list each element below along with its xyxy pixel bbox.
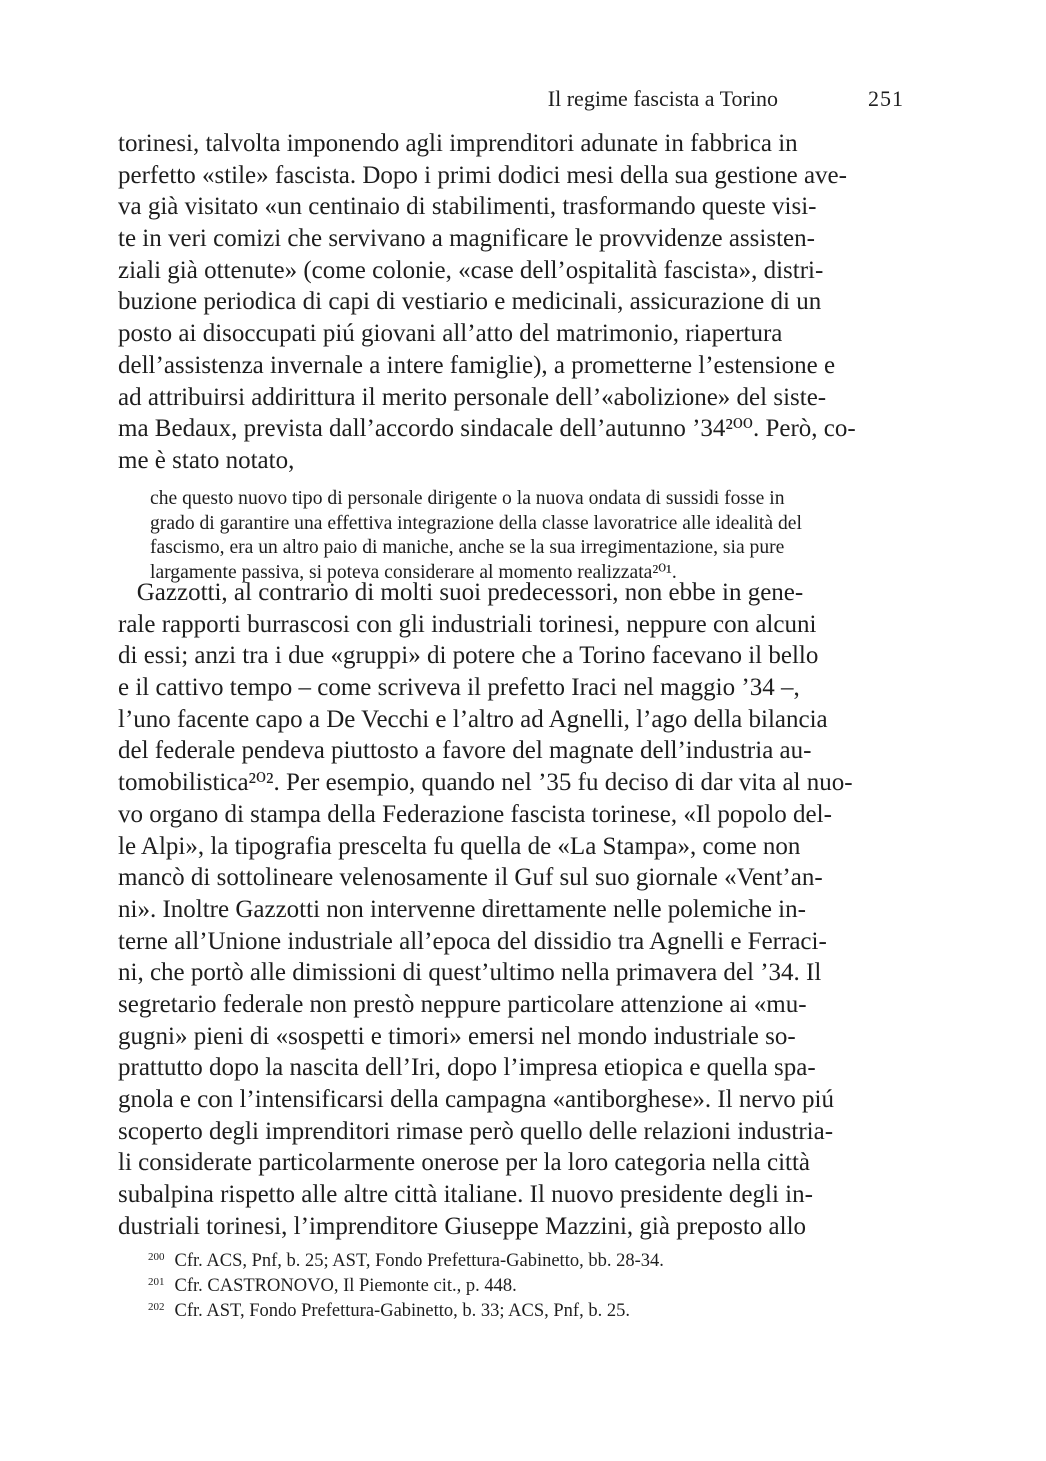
footnote-text: Cfr. CASTRONOVO, Il Piemonte cit., p. 448. <box>174 1276 517 1295</box>
text-line: ad attribuirsi addirittura il merito personale dell’«abolizione» del siste- <box>118 383 827 411</box>
quote-line: fascismo, era un altro paio di maniche, anche se la sua irregimentazione, sia pure <box>150 537 785 558</box>
page-number: 251 <box>868 86 904 111</box>
footnote-number: 202 <box>148 1301 165 1313</box>
text-line: gnola e con l’intensificarsi della campagna «antiborghese». Il nervo piú <box>118 1086 834 1113</box>
quote-line: largamente passiva, si poteva considerare al momento realizzata²⁰¹. <box>150 561 677 583</box>
text-line: l’uno facente capo a De Vecchi e l’altro ad Agnelli, l’ago della bilancia <box>118 705 828 733</box>
footnote-text: Cfr. AST, Fondo Prefettura-Gabinetto, b. 33; ACS, Pnf, b. 25. <box>174 1301 630 1320</box>
text-line: ma Bedaux, prevista dall’accordo sindacale dell’autunno ’34²⁰⁰. Però, co- <box>118 415 856 443</box>
footnote-number: 201 <box>148 1276 165 1288</box>
text-line: le Alpi», la tipografia prescelta fu quella de «La Stampa», come non <box>118 832 801 860</box>
text-line: dustriali torinesi, l’imprenditore Giuseppe Mazzini, già preposto allo <box>118 1212 807 1240</box>
footnote-number: 200 <box>148 1251 165 1263</box>
text-line: subalpina rispetto alle altre città italiane. Il nuovo presidente degli in- <box>118 1181 813 1209</box>
text-line: ni». Inoltre Gazzotti non intervenne direttamente nelle polemiche in- <box>118 895 806 923</box>
text-line: me è stato notato, <box>118 446 295 474</box>
text-line: va già visitato «un centinaio di stabilimenti, trasformando queste visi- <box>118 193 817 221</box>
quote-line: che questo nuovo tipo di personale dirigente o la nuova ondata di sussidi fosse in <box>150 488 785 509</box>
running-head-title: Il regime fascista a Torino <box>547 86 778 111</box>
paragraph-2 <box>118 577 908 1242</box>
text-line: prattutto dopo la nascita dell’Iri, dopo l’impresa etiopica e quella spa- <box>118 1054 816 1082</box>
text-line: e il cattivo tempo – come scriveva il prefetto Iraci nel maggio ’34 –, <box>118 674 800 702</box>
text-line: rale rapporti burrascosi con gli industriali torinesi, neppure con alcuni <box>118 610 817 638</box>
text-line: tomobilistica²⁰². Per esempio, quando nel ’35 fu deciso di dar vita al nuo- <box>118 769 853 797</box>
text-line: di essi; anzi tra i due «gruppi» di potere che a Torino facevano il bello <box>118 642 819 670</box>
text-line: torinesi, talvolta imponendo agli imprenditori adunate in fabbrica in <box>118 130 798 157</box>
running-head <box>118 84 908 114</box>
text-line: te in veri comizi che servivano a magnificare le provvidenze assisten- <box>118 225 815 253</box>
text-line: gugni» pieni di «sospetti e timori» emersi nel mondo industriale so- <box>118 1022 796 1050</box>
text-line: dell’assistenza invernale a intere famiglie), a prometterne l’estensione e <box>118 351 836 379</box>
footnote-text: Cfr. ACS, Pnf, b. 25; AST, Fondo Prefettura-Gabinetto, bb. 28-34. <box>174 1251 664 1270</box>
text-line: terne all’Unione industriale all’epoca del dissidio tra Agnelli e Ferraci- <box>118 927 827 955</box>
footnote <box>148 1295 908 1320</box>
footnotes <box>148 1245 908 1320</box>
text-line: ziali già ottenute» (come colonie, «case dell’ospitalità fascista», distri- <box>118 256 824 284</box>
text-line: scoperto degli imprenditori rimase però quello delle relazioni industria- <box>118 1117 834 1145</box>
text-line: posto ai disoccupati piú giovani all’atto del matrimonio, riapertura <box>118 320 783 348</box>
text-line: perfetto «stile» fascista. Dopo i primi dodici mesi della sua gestione ave- <box>118 161 847 189</box>
text-line: buzione periodica di capi di vestiario e medicinali, assicurazione di un <box>118 288 822 316</box>
paragraph-1 <box>118 128 908 477</box>
block-quote <box>150 487 908 585</box>
text-line: mancò di sottolineare velenosamente il Guf sul suo giornale «Vent’an- <box>118 864 823 892</box>
footnote <box>148 1270 908 1295</box>
footnote <box>148 1245 908 1270</box>
quote-line: grado di garantire una effettiva integrazione della classe lavoratrice alle idealità del <box>150 512 802 534</box>
text-line: Gazzotti, al contrario di molti suoi predecessori, non ebbe in gene- <box>118 579 804 606</box>
text-line: vo organo di stampa della Federazione fascista torinese, «Il popolo del- <box>118 800 832 828</box>
text-line: ni, che portò alle dimissioni di quest’ultimo nella primavera del ’34. Il <box>118 959 822 987</box>
text-line: segretario federale non prestò neppure particolare attenzione ai «mu- <box>118 990 807 1018</box>
text-line: del federale pendeva piuttosto a favore del magnate dell’industria au- <box>118 737 812 765</box>
text-line: li considerate particolarmente onerose per la loro categoria nella città <box>118 1149 811 1177</box>
